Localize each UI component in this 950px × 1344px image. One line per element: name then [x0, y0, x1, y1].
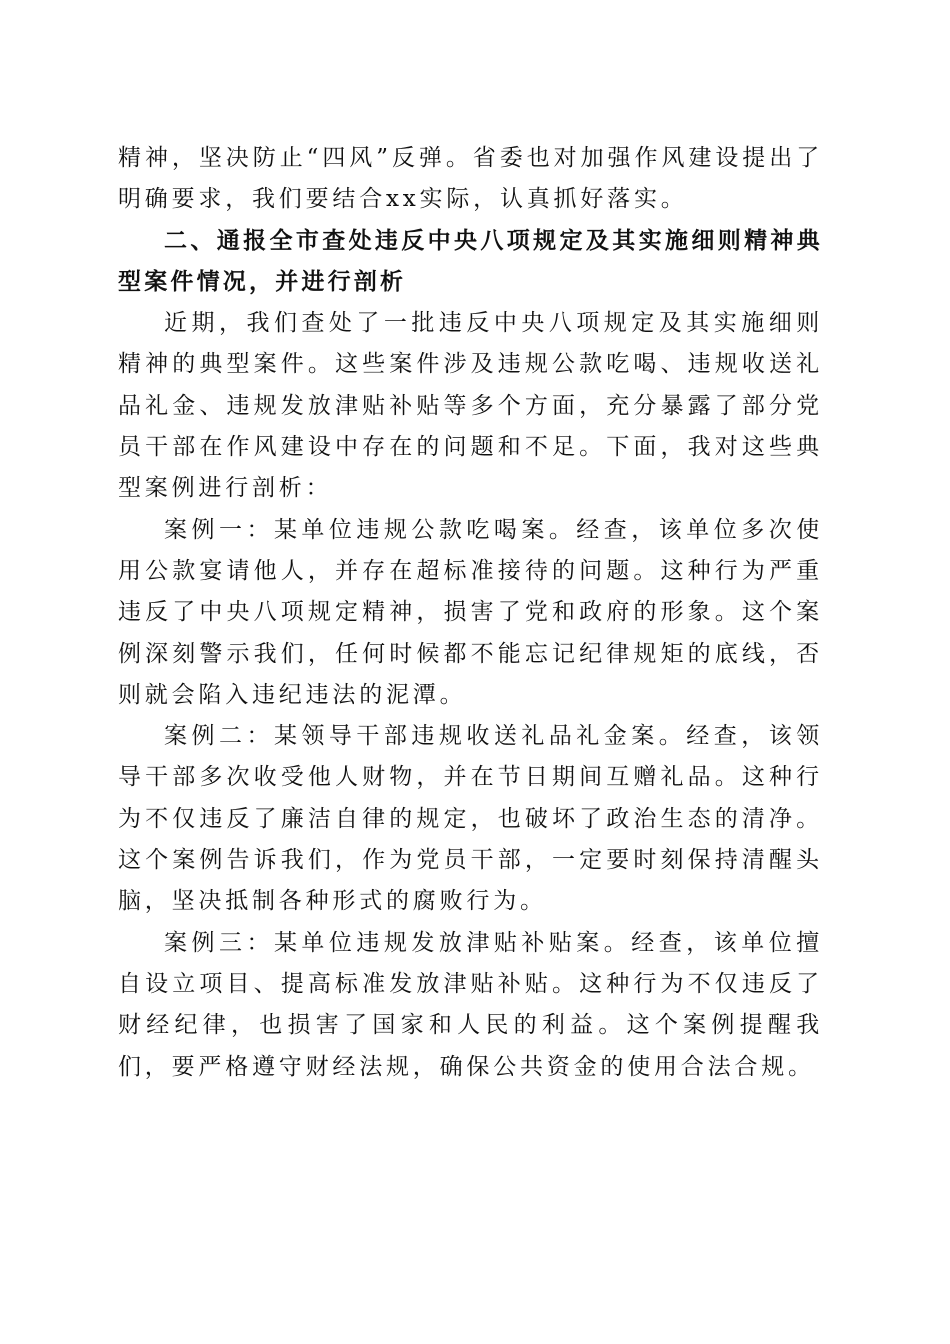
- paragraph-case-three: 案例三：某单位违规发放津贴补贴案。经查，该单位擅自设立项目、提高标准发放津贴补贴。这种行为不仅违反了财经纪律，也损害了国家和人民的利益。这个案例提醒我们，要严格遵守财经法规，确保公共资金的使用合法合规。: [118, 929, 823, 1080]
- section-heading: 二、通报全市查处违反中央八项规定及其实施细则精神典型案件情况，并进行剖析: [118, 227, 823, 295]
- paragraph-intro: 近期，我们查处了一批违反中央八项规定及其实施细则精神的典型案件。这些案件涉及违规公款吃喝、违规收送礼品礼金、违规发放津贴补贴等多个方面，充分暴露了部分党员干部在作风建设中存在的问题和不足。下面，我对这些典型案例进行剖析：: [118, 310, 823, 502]
- paragraph-case-two: 案例二：某领导干部违规收送礼品礼金案。经查，该领导干部多次收受他人财物，并在节日期间互赠礼品。这种行为不仅违反了廉洁自律的规定，也破坏了政治生态的清净。这个案例告诉我们，作为党员干部，一定要时刻保持清醒头脑，坚决抵制各种形式的腐败行为。: [118, 723, 823, 915]
- document-page: [118, 138, 823, 1088]
- paragraph-continuation: 精神，坚决防止“四风”反弹。省委也对加强作风建设提出了明确要求，我们要结合xx实际，认真抓好落实。: [118, 145, 823, 213]
- paragraph-case-one: 案例一：某单位违规公款吃喝案。经查，该单位多次使用公款宴请他人，并存在超标准接待的问题。这种行为严重违反了中央八项规定精神，损害了党和政府的形象。这个案例深刻警示我们，任何时候都不能忘记纪律规矩的底线，否则就会陷入违纪违法的泥潭。: [118, 516, 823, 708]
